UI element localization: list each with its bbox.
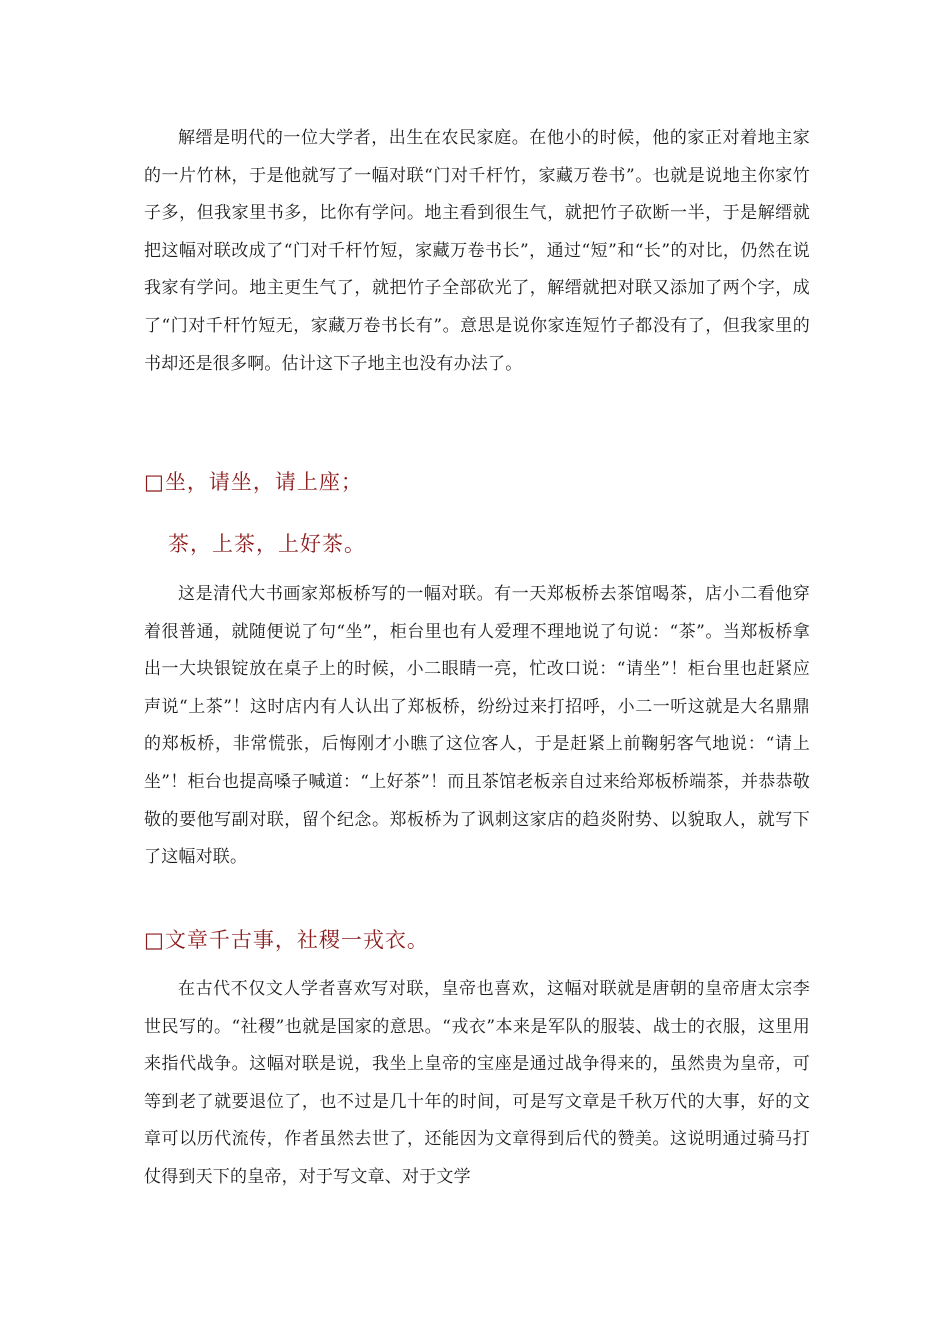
paragraph-xie-jin-story: 解缙是明代的一位大学者，出生在农民家庭。在他小的时候，他的家正对着地主家的一片竹林，于是他就写了一幅对联“门对千杆竹，家藏万卷书”。也就是说地主你家竹子多，但我家里书多，比你有学问。地主看到很生气，就把竹子砍断一半，于是解缙就把这幅对联改成了“门对千杆竹短，家藏万卷书长”，通过“短”和“长”的对比，仍然在说我家有学问。地主更生气了，就把竹子全部砍光了，解缙就把对联又添加了两个字，成了“门对千杆竹短无，家藏万卷书长有”。意思是说你家连短竹子都没有了，但我家里的书却还是很多啊。估计这下子地主也没有办法了。 — [144, 128, 810, 374]
paragraph-zheng-banqiao-story: 这是清代大书画家郑板桥写的一幅对联。有一天郑板桥去茶馆喝茶，店小二看他穿着很普通，就随便说了句“坐”，柜台里也有人爱理不理地说了句说：“茶”。当郑板桥拿出一大块银锭放在桌子上的时候，小二眼睛一亮，忙改口说：“请坐”！柜台里也赶紧应声说“上茶”！这时店内有人认出了郑板桥，纷纷过来打招呼，小二一听这就是大名鼎鼎的郑板桥，非常慌张，后悔刚才小瞧了这位客人，于是赶紧上前鞠躬客气地说：“请上坐”！柜台也提高嗓子喊道：“上好茶”！而且茶馆老板亲自过来给郑板桥端茶，并恭恭敬敬的要他写副对联，留个纪念。郑板桥为了讽刺这家店的趋炎附势、以貌取人，就写下了这幅对联。 — [144, 584, 810, 868]
paragraph-tang-taizong-story: 在古代不仅文人学者喜欢写对联，皇帝也喜欢，这幅对联就是唐朝的皇帝唐太宗李世民写的。“社稷”也就是国家的意思。“戎衣”本来是军队的服装、战士的衣服，这里用来指代战争。这幅对联是说，我坐上皇帝的宝座是通过战争得来的，虽然贵为皇帝，可等到老了就要退位了，也不过是几十年的时间，可是写文章是千秋万代的大事，好的文章可以历代流传，作者虽然去世了，还能因为文章得到后代的赞美。这说明通过骑马打仗得到天下的皇帝，对于写文章、对于文学 — [144, 979, 810, 1187]
couplet-heading-first-line: □坐，请坐，请上座； — [144, 470, 363, 494]
couplet-heading-second-line: 茶，上茶，上好茶。 — [168, 532, 366, 556]
couplet-heading-tang-taizong: □文章千古事，社稷一戎衣。 — [144, 928, 429, 952]
